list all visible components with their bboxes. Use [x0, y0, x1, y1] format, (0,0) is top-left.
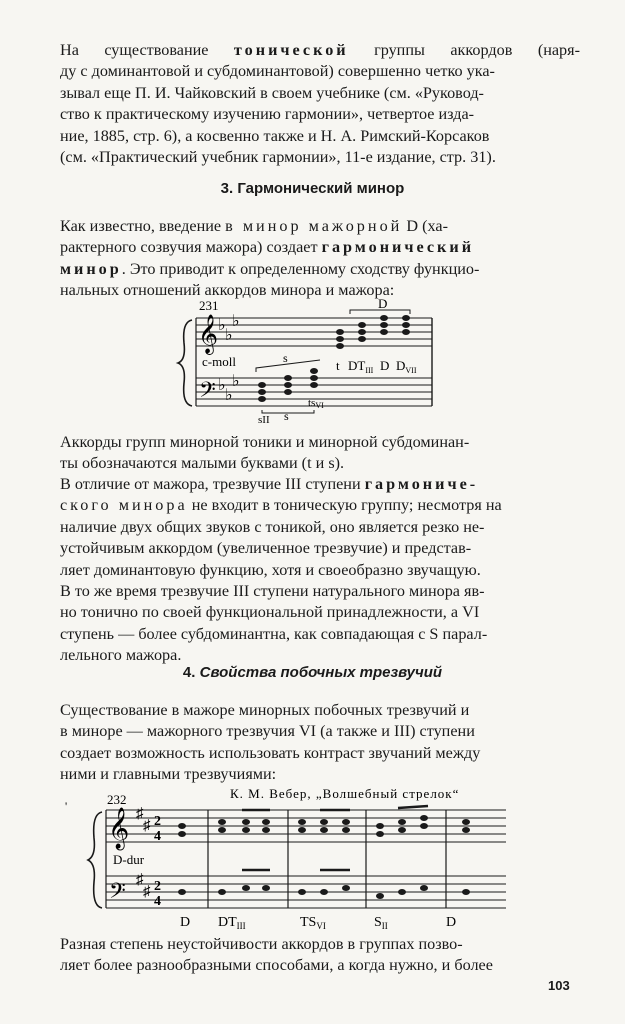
- text-line: лельного мажора.: [60, 646, 182, 665]
- text-line: ты обозначаются малыми буквами (t и s).: [60, 454, 345, 473]
- text-line: Существование в мажоре минорных побочных трезвучий и: [60, 701, 470, 719]
- function-label: s: [283, 351, 288, 365]
- function-label: $DT_{III}$: [348, 358, 374, 375]
- function-label: D: [380, 358, 390, 373]
- example-attribution: К. М. Вебер, „Волшебный стрелок“: [230, 786, 460, 801]
- text-line: ского минора не входит в тоническую группу; несмотря на: [60, 496, 502, 515]
- paragraph-tonic-group: [60, 40, 580, 168]
- svg-text:♭: ♭: [218, 377, 226, 394]
- svg-text:♯: ♯: [143, 818, 151, 834]
- text-line: На существование тонической группы аккордов (наря-: [60, 41, 580, 59]
- treble-clef-icon: 𝄞: [108, 808, 130, 848]
- emphasis-minor-major: в минор мажорной: [225, 217, 403, 235]
- text-line: Аккорды групп минорной тоники и минорной субдоминан-: [60, 433, 470, 451]
- paragraph-third-degree: [60, 474, 580, 667]
- bass-clef-icon: 𝄢: [109, 879, 126, 908]
- text-line: минор. Это приводит к определенному сходству функцио-: [60, 259, 480, 278]
- text-line: в миноре — мажорного трезвучия VI (а также и III) ступени: [60, 722, 475, 741]
- grand-staff-brace: [178, 320, 192, 406]
- decorative-mark: ': [65, 799, 68, 813]
- paragraph-instability: [60, 934, 580, 977]
- text-line: ступень — более субдоминантна, как совпадающая с S парал-: [60, 624, 488, 643]
- section-heading-harmonic-minor: 3. Гармонический минор: [220, 180, 405, 197]
- function-label: $D_{VII}$: [396, 358, 417, 375]
- music-example-231: [0, 298, 625, 423]
- bass-clef-icon: 𝄢: [199, 378, 216, 407]
- page-number: 103: [548, 978, 570, 993]
- text-line: рактерного созвучия мажора) создает гармонический: [60, 238, 475, 257]
- text-line: ду с доминантовой и субдоминантовой) совершенно четко ука-: [60, 62, 495, 81]
- text-line: ние, 1885, стр. 6), а косвенно также и Н. А. Римский-Корсаков: [60, 126, 490, 145]
- paragraph-harmonic-minor: [60, 216, 580, 302]
- emphasis-harmonic: гармонический: [321, 238, 475, 257]
- music-example-232: [0, 780, 625, 930]
- emphasis-tonic: тонической: [233, 41, 349, 59]
- svg-text:2: 2: [154, 814, 161, 829]
- function-label: sII: [258, 414, 270, 423]
- svg-text:2: 2: [154, 879, 161, 894]
- text-line: Разная степень неустойчивости аккордов в группах позво-: [60, 935, 463, 953]
- key-label: D-dur: [113, 852, 145, 867]
- text-line: устойчивым аккордом (увеличенное трезвучие) и представ-: [60, 539, 472, 558]
- text-line: наличие двух общих звуков с тоникой, оно является резко не-: [60, 517, 485, 536]
- section-heading-secondary-triads: 4. Свойства побочных трезвучий: [182, 664, 443, 681]
- time-signature: [154, 814, 161, 909]
- paragraph-minor-letters: [60, 432, 580, 475]
- text-line: нальных отношений аккордов минора и мажора:: [60, 281, 395, 300]
- svg-text:♭: ♭: [232, 313, 240, 330]
- function-label: D: [378, 298, 388, 311]
- text-line: В то же время трезвучие III ступени натурального минора яв-: [60, 582, 485, 601]
- emphasis-minor: ского минора: [60, 496, 188, 515]
- svg-text:♭: ♭: [232, 373, 240, 390]
- function-label: s: [284, 409, 289, 423]
- function-label: D: [446, 915, 457, 930]
- text-line: Как известно, введение в минор мажорной D (ха-: [60, 217, 448, 235]
- function-label: $DT_{III}$: [218, 915, 246, 930]
- function-label: D: [180, 915, 191, 930]
- example-number: 232: [107, 792, 127, 807]
- text-line: ство к практическому изучению гармонии», четвертое изда-: [60, 105, 475, 124]
- grand-staff-brace: [88, 812, 102, 908]
- svg-text:♭: ♭: [225, 387, 233, 404]
- function-label: t: [336, 358, 340, 373]
- text-line: создает возможность использовать контраст звучаний между: [60, 743, 481, 762]
- paragraph-secondary-triads: [60, 700, 580, 786]
- text-line: зывал еще П. И. Чайковский в своем учебнике (см. «Руковод-: [60, 83, 484, 102]
- svg-text:♯: ♯: [136, 872, 144, 888]
- svg-text:♭: ♭: [225, 327, 233, 344]
- emphasis-harmonic: гармониче-: [364, 475, 479, 493]
- treble-clef-icon: 𝄞: [198, 316, 219, 353]
- svg-text:♯: ♯: [136, 806, 144, 822]
- text-line: В отличие от мажора, трезвучие III ступени гармониче-: [60, 475, 479, 493]
- text-line: ними и главными трезвучиями:: [60, 765, 277, 784]
- beams: [242, 806, 428, 870]
- text-line: ляет доминантовую функцию, хотя и своеобразно звучащую.: [60, 560, 481, 579]
- svg-text:♭: ♭: [218, 317, 226, 334]
- text-line: но тонично по своей функциональной принадлежности, а VI: [60, 603, 480, 622]
- function-label: $S_{II}$: [374, 915, 388, 930]
- text-line: ляет более разнообразными способами, а когда нужно, и более: [60, 956, 493, 975]
- example-number: 231: [199, 298, 219, 313]
- svg-text:4: 4: [154, 894, 161, 909]
- key-label: c-moll: [202, 354, 236, 369]
- svg-text:♯: ♯: [143, 884, 151, 900]
- function-label: tsVI: [308, 397, 324, 410]
- svg-text:4: 4: [154, 829, 161, 844]
- function-label: $TS_{VI}$: [300, 915, 326, 930]
- text-line: (см. «Практический учебник гармонии», 11-е издание, стр. 31).: [60, 148, 496, 167]
- emphasis-minor: минор: [60, 259, 122, 278]
